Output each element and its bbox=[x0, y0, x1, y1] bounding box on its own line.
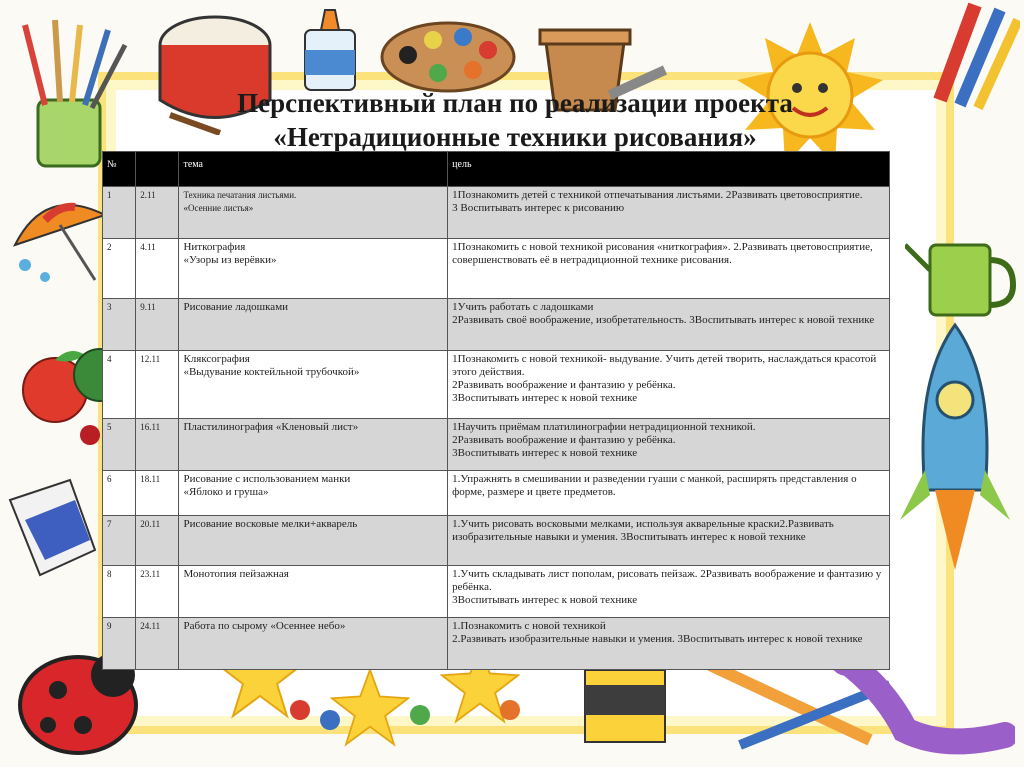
paintbrushes-cup-icon bbox=[10, 10, 130, 170]
row-goal-cell: 1Учить работать с ладошками 2Развивать своё воображение, изобретательность. 3Воспитывать интерес к новой технике bbox=[448, 299, 890, 351]
header-goal: цель bbox=[448, 152, 890, 187]
table-row bbox=[103, 187, 890, 239]
table-row bbox=[103, 516, 890, 566]
table-header-row bbox=[103, 152, 890, 187]
row-date-cell: 4.11 bbox=[136, 239, 179, 299]
row-date-cell: 24.11 bbox=[136, 618, 179, 670]
row-num-cell: 2 bbox=[103, 239, 136, 299]
row-goal-cell: 1.Упражнять в смешивании и разведении гуаши с манкой, расширять представления о форме, размере и цвете предметов. bbox=[448, 471, 890, 516]
watering-can-icon bbox=[905, 230, 1020, 320]
header-num: № bbox=[103, 152, 136, 187]
row-date-cell: 2.11 bbox=[136, 187, 179, 239]
header-topic: тема bbox=[179, 152, 448, 187]
row-num-cell: 9 bbox=[103, 618, 136, 670]
row-num-cell: 5 bbox=[103, 419, 136, 471]
row-date-cell: 23.11 bbox=[136, 566, 179, 618]
row-goal-cell: 1.Познакомить с новой техникой 2.Развивать изобразительные навыки и умения. 3Воспитывать интерес к новой технике bbox=[448, 618, 890, 670]
table-row bbox=[103, 299, 890, 351]
rocket-icon bbox=[900, 320, 1010, 580]
title-line-1: Перспективный план по реализации проекта bbox=[237, 88, 793, 118]
row-num-cell: 1 bbox=[103, 187, 136, 239]
pencils-icon bbox=[920, 0, 1020, 110]
table-row bbox=[103, 471, 890, 516]
paint-tube-icon bbox=[0, 470, 110, 590]
plan-table bbox=[102, 151, 890, 670]
row-topic-cell: Пластилинография «Кленовый лист» bbox=[179, 419, 448, 471]
table-row bbox=[103, 239, 890, 299]
row-goal-cell: 1Познакомить с новой техникой рисования «ниткография». 2.Развивать цветовосприятие, совершенствовать её в нетрадиционной технике рисования. bbox=[448, 239, 890, 299]
row-goal-cell: 1.Учить складывать лист пополам, рисовать пейзаж. 2Развивать воображение и фантазию у ребёнка. 3Воспитывать интерес к новой технике bbox=[448, 566, 890, 618]
row-goal-cell: 1Познакомить детей с техникой отпечатывания листьями. 2Развивать цветовосприятие. 3 Воспитывать интерес к рисованию bbox=[448, 187, 890, 239]
row-date-cell: 9.11 bbox=[136, 299, 179, 351]
row-topic-cell: Рисование ладошками bbox=[179, 299, 448, 351]
bead-string-icon bbox=[280, 690, 580, 740]
row-num-cell: 3 bbox=[103, 299, 136, 351]
row-topic-cell: Работа по сырому «Осеннее небо» bbox=[179, 618, 448, 670]
title-line-2: «Нетрадиционные техники рисования» bbox=[273, 122, 757, 152]
page-title bbox=[120, 86, 910, 154]
umbrella-icon bbox=[5, 185, 115, 285]
row-date-cell: 20.11 bbox=[136, 516, 179, 566]
row-date-cell: 18.11 bbox=[136, 471, 179, 516]
row-num-cell: 6 bbox=[103, 471, 136, 516]
row-topic-cell: Ниткография «Узоры из верёвки» bbox=[179, 239, 448, 299]
row-topic-cell: Рисование восковые мелки+акварель bbox=[179, 516, 448, 566]
row-date-cell: 12.11 bbox=[136, 351, 179, 419]
table-row bbox=[103, 566, 890, 618]
header-date bbox=[136, 152, 179, 187]
table-body bbox=[103, 187, 890, 670]
table-row bbox=[103, 351, 890, 419]
row-topic-cell: Рисование с использованием манки «Яблоко и груша» bbox=[179, 471, 448, 516]
row-date-cell: 16.11 bbox=[136, 419, 179, 471]
paint-palette-icon bbox=[378, 15, 518, 95]
row-topic-cell: Кляксография «Выдувание коктейльной трубочкой» bbox=[179, 351, 448, 419]
row-topic-cell: Монотопия пейзажная bbox=[179, 566, 448, 618]
row-num-cell: 7 bbox=[103, 516, 136, 566]
row-num-cell: 4 bbox=[103, 351, 136, 419]
row-topic-cell: Техника печатания листьями. «Осенние листья» bbox=[179, 187, 448, 239]
row-goal-cell: 1Познакомить с новой техникой- выдувание. Учить детей творить, наслаждаться красотой этого действия. 2Развивать воображение и фантазию у ребёнка. 3Воспитывать интерес к новой технике bbox=[448, 351, 890, 419]
table-row bbox=[103, 419, 890, 471]
table-row bbox=[103, 618, 890, 670]
glue-bottle-icon bbox=[295, 5, 365, 95]
row-num-cell: 8 bbox=[103, 566, 136, 618]
row-goal-cell: 1.Учить рисовать восковыми мелками, используя акварельные краски2.Развивать изобразительные навыки и умения. 3Воспитывать интерес к новой технике bbox=[448, 516, 890, 566]
row-goal-cell: 1Научить приёмам платилинографии нетрадиционной техникой. 2Развивать воображение и фантазию у ребёнка. 3Воспитывать интерес к новой технике bbox=[448, 419, 890, 471]
